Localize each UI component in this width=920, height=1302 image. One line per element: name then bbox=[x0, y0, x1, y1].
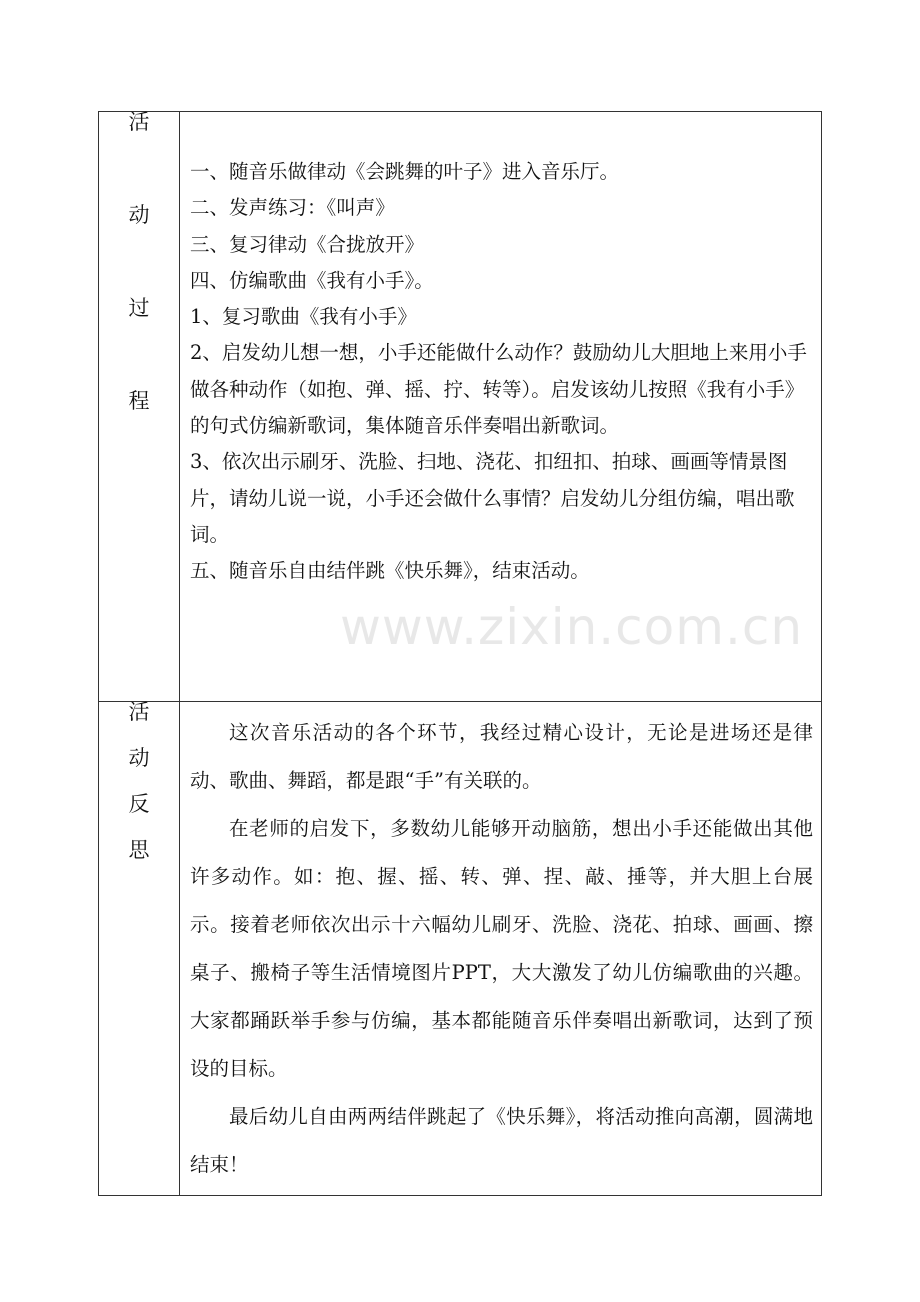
process-line: 2、启发幼儿想一想，小手还能做什么动作？鼓励幼儿大胆地上来用小手做各种动作（如抱、弹、摇、拧、转等）。启发该幼儿按照《我有小手》的句式仿编新歌词，集体随音乐伴奏唱出新歌词。 bbox=[190, 341, 807, 438]
process-label-cell bbox=[99, 112, 180, 702]
label-char: 动 bbox=[128, 203, 150, 227]
reflection-row bbox=[99, 702, 822, 1196]
lesson-table bbox=[98, 111, 822, 1196]
process-line: 3、依次出示刷牙、洗脸、扫地、浇花、扣纽扣、拍球、画画等情景图片，请幼儿说一说，小手还会做什么事情？启发幼儿分组仿编，唱出歌词。 bbox=[190, 450, 795, 546]
label-char: 活 bbox=[128, 110, 150, 134]
label-char: 动 bbox=[128, 746, 150, 770]
reflection-label-cell bbox=[99, 702, 180, 1196]
label-char: 活 bbox=[128, 700, 150, 724]
label-char: 思 bbox=[128, 838, 150, 862]
process-line: 一、随音乐做律动《会跳舞的叶子》进入音乐厅。 bbox=[190, 160, 620, 183]
label-char: 反 bbox=[128, 792, 150, 816]
process-line: 五、随音乐自由结伴跳《快乐舞》，结束活动。 bbox=[190, 559, 590, 583]
reflection-content-cell bbox=[180, 702, 822, 1196]
reflection-paragraph: 在老师的启发下，多数幼儿能够开动脑筋，想出小手还能做出其他许多动作。如：抱、握、摇、转、弹、捏、敲、捶等，并大胆上台展示。接着老师依次出示十六幅幼儿刷牙、洗脸、浇花、拍球、画画、擦桌子、搬椅子等生活情境图片PPT，大大激发了幼儿仿编歌曲的兴趣。大家都踊跃举手参与仿编，基本都能随音乐伴奏唱出新歌词，达到了预设的目标。 bbox=[190, 817, 813, 1080]
label-char: 过 bbox=[128, 296, 150, 320]
watermark: www.zixin.com.cn bbox=[340, 598, 804, 656]
process-line: 四、仿编歌曲《我有小手》。 bbox=[190, 268, 434, 292]
process-row bbox=[99, 112, 822, 702]
process-line: 1、复习歌曲《我有小手》 bbox=[190, 305, 417, 329]
process-line: 二、发声练习：《叫声》 bbox=[190, 196, 395, 220]
reflection-paragraph: 最后幼儿自由两两结伴跳起了《快乐舞》，将活动推向高潮，圆满地结束！ bbox=[190, 1105, 813, 1176]
reflection-paragraph: 这次音乐活动的各个环节，我经过精心设计，无论是进场还是律动、歌曲、舞蹈，都是跟“手”有关联的。 bbox=[190, 721, 813, 792]
process-line: 三、复习律动《合拢放开》 bbox=[190, 232, 425, 256]
process-content-cell bbox=[180, 112, 822, 702]
label-char: 程 bbox=[128, 389, 150, 413]
